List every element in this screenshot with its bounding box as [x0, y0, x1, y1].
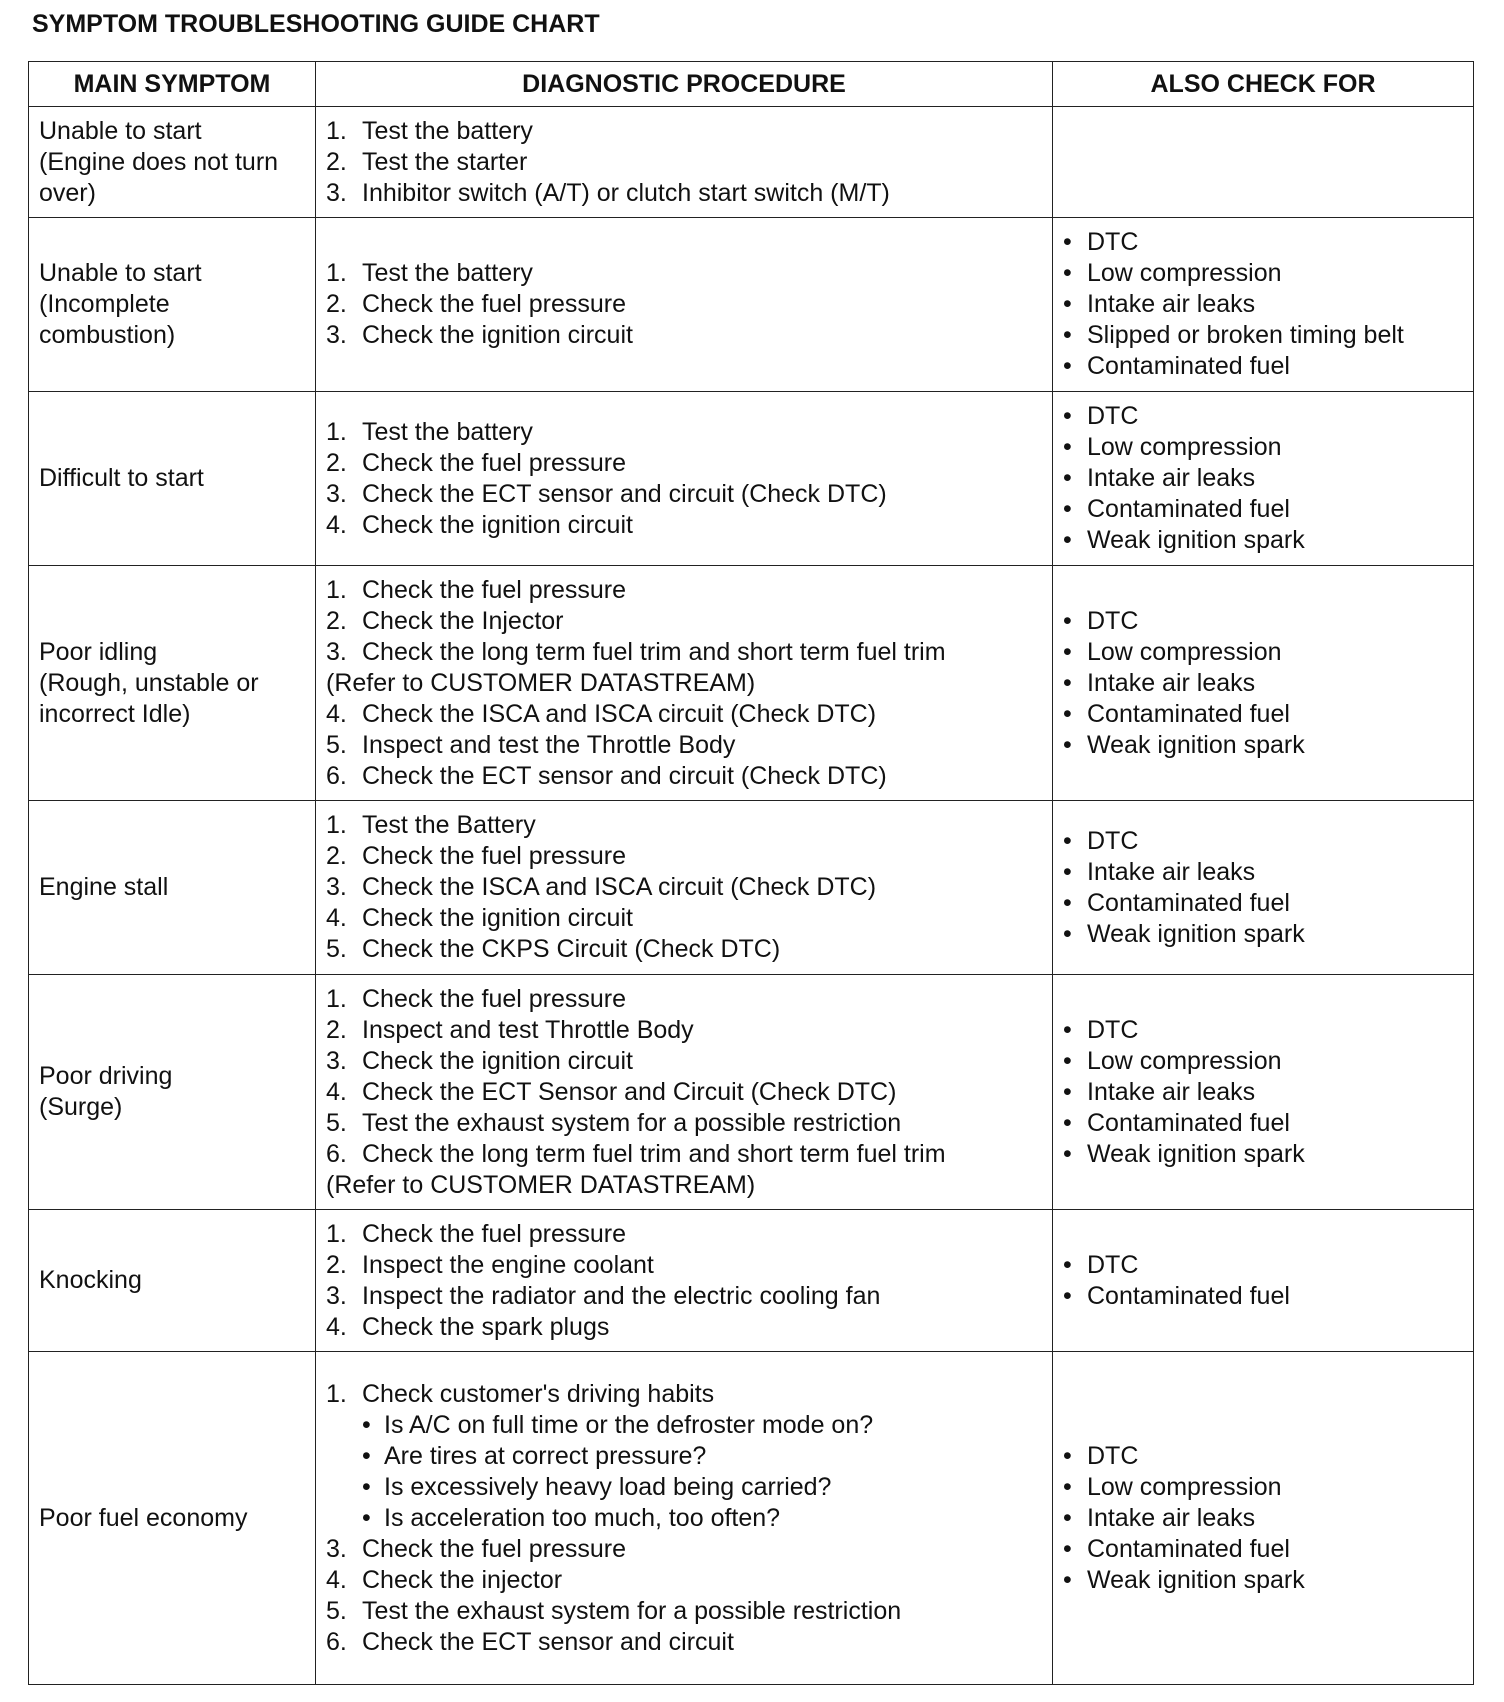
- step-number: 1.: [326, 116, 347, 145]
- step-number: 4.: [326, 1312, 347, 1341]
- also-check-item: • Low compression: [1063, 258, 1463, 289]
- procedure-step: [326, 320, 1042, 351]
- step-text: Test the battery: [362, 116, 533, 145]
- step-text: Check the ignition circuit: [362, 904, 633, 932]
- also-check-item: • Contaminated fuel: [1063, 1281, 1463, 1312]
- procedure-step: [326, 903, 1042, 934]
- procedure-step: [326, 1281, 1042, 1312]
- also-check-cell: [1053, 392, 1474, 566]
- step-text: Inspect the radiator and the electric cooling fan: [362, 1281, 881, 1310]
- step-text: Inspect and test Throttle Body: [362, 1015, 694, 1044]
- also-check-item: • Slipped or broken timing belt: [1063, 320, 1463, 351]
- symptom-text: (Incomplete: [39, 290, 170, 318]
- also-check-cell: [1053, 1352, 1474, 1685]
- procedure-step: [326, 510, 1042, 541]
- procedure-cell: [316, 107, 1053, 218]
- procedure-step: [326, 1596, 1042, 1627]
- step-text: Check the CKPS Circuit (Check DTC): [362, 935, 781, 963]
- procedure-step: [326, 637, 1042, 668]
- step-number: 3.: [326, 873, 347, 901]
- table-row: [29, 801, 1474, 975]
- symptom-text: Difficult to start: [39, 464, 204, 492]
- procedure-step: [326, 730, 1042, 761]
- step-text: Check the spark plugs: [362, 1312, 610, 1341]
- step-text: Check the ISCA and ISCA circuit (Check DTC): [362, 699, 877, 728]
- procedure-sub-item: • Is A/C on full time or the defroster mode on?: [326, 1410, 1042, 1441]
- step-text: Test the exhaust system for a possible restriction: [362, 1596, 902, 1625]
- procedure-cell: [316, 801, 1053, 975]
- step-text: Test the Battery: [362, 811, 536, 839]
- step-text: Check the ECT Sensor and Circuit (Check DTC): [362, 1077, 897, 1106]
- also-check-item: • Contaminated fuel: [1063, 494, 1463, 525]
- step-text: Test the exhaust system for a possible restriction: [362, 1108, 902, 1137]
- step-text: Check the ECT sensor and circuit (Check DTC): [362, 479, 887, 508]
- also-check-item: • Weak ignition spark: [1063, 1139, 1463, 1170]
- procedure-step: [326, 841, 1042, 872]
- step-number: 2.: [326, 606, 347, 635]
- step-text: Test the battery: [362, 417, 533, 446]
- step-number: 2.: [326, 1250, 347, 1279]
- step-number: 2.: [326, 290, 347, 318]
- step-number: 6.: [326, 1627, 347, 1656]
- step-text: Check the ISCA and ISCA circuit (Check DTC): [362, 873, 877, 901]
- symptom-cell: [29, 1352, 316, 1685]
- also-check-item: • Weak ignition spark: [1063, 919, 1463, 950]
- procedure-step: [326, 479, 1042, 510]
- symptom-cell: [29, 107, 316, 218]
- step-text: Check the injector: [362, 1565, 563, 1594]
- procedure-step: [326, 1250, 1042, 1281]
- step-text: Check the ECT sensor and circuit: [362, 1627, 734, 1656]
- step-number: 5.: [326, 1596, 347, 1625]
- procedure-step: [326, 147, 1042, 178]
- symptom-text: Poor driving: [39, 1062, 173, 1090]
- procedure-cell: [316, 1210, 1053, 1352]
- step-text: Check the ignition circuit: [362, 1046, 633, 1075]
- also-check-item: • Intake air leaks: [1063, 668, 1463, 699]
- also-check-item: • DTC: [1063, 1015, 1463, 1046]
- also-check-item: • Contaminated fuel: [1063, 1108, 1463, 1139]
- step-number: 3.: [326, 1046, 347, 1075]
- step-number: 4.: [326, 699, 347, 728]
- symptom-cell: [29, 801, 316, 975]
- procedure-step: [326, 699, 1042, 730]
- procedure-sub-item: • Is excessively heavy load being carried?: [326, 1472, 1042, 1503]
- symptom-text: Poor fuel economy: [39, 1503, 248, 1532]
- step-number: 1.: [326, 417, 347, 446]
- also-check-item: • Weak ignition spark: [1063, 525, 1463, 556]
- also-check-cell: [1053, 218, 1474, 392]
- also-check-cell: [1053, 1210, 1474, 1352]
- also-check-item: • DTC: [1063, 606, 1463, 637]
- procedure-step: [326, 1077, 1042, 1108]
- also-check-item: • Intake air leaks: [1063, 857, 1463, 888]
- symptom-text: Unable to start: [39, 259, 202, 287]
- procedure-step: [326, 258, 1042, 289]
- step-text: Inhibitor switch (A/T) or clutch start switch (M/T): [362, 178, 890, 207]
- procedure-step: [326, 668, 1042, 699]
- step-text: Check the fuel pressure: [362, 1534, 627, 1563]
- table-row: [29, 975, 1474, 1210]
- procedure-step: [326, 1015, 1042, 1046]
- procedure-step: [326, 1219, 1042, 1250]
- step-text: Check the fuel pressure: [362, 984, 627, 1013]
- step-number: 5.: [326, 935, 347, 963]
- troubleshooting-table: [28, 61, 1474, 1685]
- procedure-sub-item: • Are tires at correct pressure?: [326, 1441, 1042, 1472]
- procedure-step: [326, 1379, 1042, 1410]
- procedure-cell: [316, 1352, 1053, 1685]
- step-text: Check customer's driving habits: [362, 1379, 715, 1408]
- also-check-item: • Weak ignition spark: [1063, 730, 1463, 761]
- step-text: Check the long term fuel trim and short term fuel trim: [362, 637, 946, 666]
- step-text: Check the fuel pressure: [362, 575, 627, 604]
- also-check-item: • Intake air leaks: [1063, 1077, 1463, 1108]
- also-check-item: • Low compression: [1063, 1472, 1463, 1503]
- procedure-step: [326, 1046, 1042, 1077]
- also-check-item: • Intake air leaks: [1063, 463, 1463, 494]
- step-text: Inspect the engine coolant: [362, 1250, 654, 1279]
- table-row: [29, 1352, 1474, 1685]
- symptom-text: Knocking: [39, 1266, 142, 1294]
- step-number: 1.: [326, 575, 347, 604]
- symptom-text: Unable to start: [39, 116, 202, 145]
- also-check-item: • DTC: [1063, 826, 1463, 857]
- symptom-text: Poor idling: [39, 637, 158, 666]
- also-check-item: • Low compression: [1063, 432, 1463, 463]
- step-number: 1.: [326, 1219, 347, 1248]
- procedure-cell: [316, 392, 1053, 566]
- also-check-item: • Contaminated fuel: [1063, 699, 1463, 730]
- table-row: [29, 392, 1474, 566]
- also-check-item: • Contaminated fuel: [1063, 1534, 1463, 1565]
- also-check-item: • Low compression: [1063, 1046, 1463, 1077]
- procedure-step: [326, 1534, 1042, 1565]
- step-number: 1.: [326, 1379, 347, 1408]
- step-number: 1.: [326, 811, 347, 839]
- also-check-item: • DTC: [1063, 227, 1463, 258]
- header-also-check-for: ALSO CHECK FOR: [1053, 62, 1474, 107]
- step-text: Check the fuel pressure: [362, 842, 627, 870]
- step-number: 4.: [326, 510, 347, 539]
- step-number: 2.: [326, 147, 347, 176]
- procedure-step: [326, 810, 1042, 841]
- step-number: 2.: [326, 1015, 347, 1044]
- table-row: [29, 107, 1474, 218]
- step-number: 5.: [326, 1108, 347, 1137]
- procedure-step: [326, 289, 1042, 320]
- step-text: Inspect and test the Throttle Body: [362, 730, 736, 759]
- procedure-step: [326, 872, 1042, 903]
- also-check-cell: [1053, 566, 1474, 801]
- step-number: 3.: [326, 479, 347, 508]
- step-number: 4.: [326, 1565, 347, 1594]
- also-check-item: • Contaminated fuel: [1063, 351, 1463, 382]
- procedure-step: [326, 761, 1042, 792]
- step-number: 3.: [326, 1281, 347, 1310]
- procedure-step: [326, 934, 1042, 965]
- step-text: Test the starter: [362, 147, 528, 176]
- step-text: Check the ignition circuit: [362, 510, 633, 539]
- also-check-item: • DTC: [1063, 401, 1463, 432]
- table-row: [29, 566, 1474, 801]
- step-number: 5.: [326, 730, 347, 759]
- procedure-step: [326, 1139, 1042, 1170]
- step-number: 6.: [326, 1139, 347, 1168]
- step-number: 3.: [326, 321, 347, 349]
- step-number: 4.: [326, 904, 347, 932]
- step-text: Check the fuel pressure: [362, 448, 627, 477]
- symptom-text: (Rough, unstable or: [39, 668, 259, 697]
- procedure-step: [326, 1312, 1042, 1343]
- procedure-step: [326, 178, 1042, 209]
- symptom-text: combustion): [39, 321, 176, 349]
- table-body: [29, 107, 1474, 1685]
- also-check-cell: [1053, 975, 1474, 1210]
- procedure-step: [326, 575, 1042, 606]
- step-number: 3.: [326, 1534, 347, 1563]
- also-check-item: • DTC: [1063, 1250, 1463, 1281]
- procedure-step: [326, 1627, 1042, 1658]
- procedure-cell: [316, 566, 1053, 801]
- symptom-text: Engine stall: [39, 873, 169, 901]
- symptom-text: (Surge): [39, 1093, 123, 1121]
- symptom-cell: [29, 392, 316, 566]
- step-number: 2.: [326, 448, 347, 477]
- step-text: Check the ECT sensor and circuit (Check DTC): [362, 761, 887, 790]
- procedure-step: [326, 1170, 1042, 1201]
- step-text: Check the fuel pressure: [362, 290, 627, 318]
- header-row: [29, 62, 1474, 107]
- procedure-step: [326, 116, 1042, 147]
- procedure-step: [326, 984, 1042, 1015]
- symptom-text: over): [39, 178, 96, 207]
- step-number: 4.: [326, 1077, 347, 1106]
- symptom-cell: [29, 566, 316, 801]
- procedure-cell: [316, 218, 1053, 392]
- procedure-step: [326, 417, 1042, 448]
- header-diagnostic-procedure: DIAGNOSTIC PROCEDURE: [316, 62, 1053, 107]
- header-main-symptom: MAIN SYMPTOM: [29, 62, 316, 107]
- step-number: 3.: [326, 178, 347, 207]
- symptom-cell: [29, 218, 316, 392]
- step-text: Check the ignition circuit: [362, 321, 633, 349]
- page-title: SYMPTOM TROUBLESHOOTING GUIDE CHART: [32, 10, 600, 38]
- also-check-item: • DTC: [1063, 1441, 1463, 1472]
- also-check-cell: [1053, 107, 1474, 218]
- step-text: Test the battery: [362, 259, 533, 287]
- step-text: (Refer to CUSTOMER DATASTREAM): [326, 668, 756, 697]
- step-number: 1.: [326, 259, 347, 287]
- procedure-step: [326, 1565, 1042, 1596]
- also-check-item: • Intake air leaks: [1063, 289, 1463, 320]
- procedure-step: [326, 606, 1042, 637]
- symptom-text: (Engine does not turn: [39, 147, 279, 176]
- step-text: Check the long term fuel trim and short term fuel trim: [362, 1139, 946, 1168]
- also-check-item: • Intake air leaks: [1063, 1503, 1463, 1534]
- table-row: [29, 1210, 1474, 1352]
- table-row: [29, 218, 1474, 392]
- also-check-item: • Low compression: [1063, 637, 1463, 668]
- procedure-cell: [316, 975, 1053, 1210]
- procedure-sub-item: • Is acceleration too much, too often?: [326, 1503, 1042, 1534]
- step-number: 1.: [326, 984, 347, 1013]
- also-check-cell: [1053, 801, 1474, 975]
- symptom-cell: [29, 975, 316, 1210]
- procedure-step: [326, 1108, 1042, 1139]
- step-number: 6.: [326, 761, 347, 790]
- also-check-item: • Contaminated fuel: [1063, 888, 1463, 919]
- also-check-item: • Weak ignition spark: [1063, 1565, 1463, 1596]
- step-text: (Refer to CUSTOMER DATASTREAM): [326, 1170, 756, 1199]
- step-number: 2.: [326, 842, 347, 870]
- step-number: 3.: [326, 637, 347, 666]
- step-text: Check the fuel pressure: [362, 1219, 627, 1248]
- symptom-text: incorrect Idle): [39, 699, 191, 728]
- symptom-cell: [29, 1210, 316, 1352]
- procedure-step: [326, 448, 1042, 479]
- step-text: Check the Injector: [362, 606, 564, 635]
